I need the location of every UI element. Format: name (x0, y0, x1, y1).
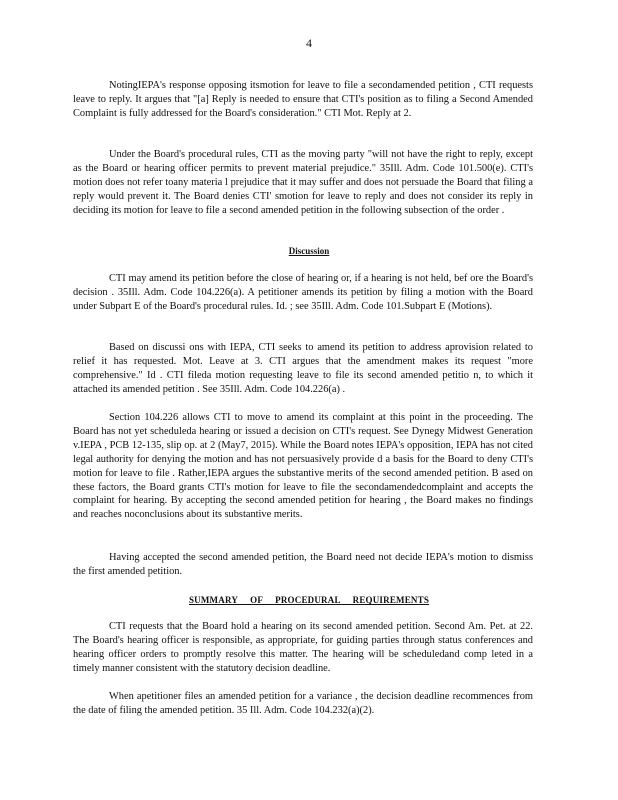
paragraph-text: Under the Board's procedural rules, CTI as the moving party "will not have the right to reply, except as the Board or hearing officer permits to prevent material prejudice." 35Ill. Adm. Code 101.500(e). CTI's motion does not refer toany materia l prejudice that it may suffer and does not persuade the Board that filing a reply would prevent it. The Board denies CTI' smotion for leave to reply and does not consider its reply in deciding its motion for leave to file a second amended petition in the following subsection of the order . (73, 149, 533, 216)
paragraph-reply-request (73, 79, 533, 121)
paragraph-decision-deadline (73, 690, 533, 718)
paragraph-section-104-226 (73, 411, 533, 522)
paragraph-having-accepted (73, 551, 533, 579)
paragraph-text: Having accepted the second amended petition, the Board need not decide IEPA's motion to dismiss the first amended petition. (73, 552, 533, 577)
paragraph-text: CTI requests that the Board hold a hearing on its second amended petition. Second Am. Pet. at 22. The Board's hearing officer is responsible, as appropriate, for guiding parties through status conferences and hearing officer orders to promptly resolve this matter. The hearing will be scheduledand comp leted in a timely manner consistent with the statutory decision deadline. (73, 621, 533, 674)
paragraph-procedural-rules (73, 148, 533, 218)
paragraph-based-on-discussions (73, 341, 533, 397)
heading-summary-procedural-requirements: SUMMARY OF PROCEDURAL REQUIREMENTS (188, 595, 430, 605)
paragraph-amend-petition (73, 272, 533, 314)
paragraph-hearing-request (73, 620, 533, 676)
paragraph-text: CTI may amend its petition before the close of hearing or, if a hearing is not held, bef ore the Board's decision . 35Ill. Adm. Code 104.226(a). A petitioner amends its petition by filing a motion with the Board under Subpart E of the Board's procedural rules. Id. ; see 35Ill. Adm. Code 101.Subpart E (Motions). (73, 273, 533, 312)
paragraph-text: Based on discussi ons with IEPA, CTI seeks to amend its petition to address aprovision related to relief it has requested. Mot. Leave at 3. CTI argues that the amendment makes its request "more comprehensive." Id . CTI fileda motion requesting leave to file its second amended petitio n, to which it attached its amended petition . See 35Ill. Adm. Code 104.226(a) . (73, 342, 533, 395)
paragraph-text: Section 104.226 allows CTI to move to amend its complaint at this point in the proceeding. The Board has not yet scheduleda hearing or issued a decision on CTI's request. See Dynegy Midwest Generation v.IEPA , PCB 12-135, slip op. at 2 (May7, 2015). While the Board notes IEPA's opposition, IEPA has not cited legal authority for denying the motion and has not persuasively provide d a basis for the Board to deny CTI's motion for leave to file . Rather,IEPA argues the substantive merits of the second amended petition. B ased on these factors, the Board grants CTI's motion for leave to file the secondamendedcomplaint and accepts the complaint for hearing. By accepting the second amended petition for hearing , the Board makes no findings and reaches noconclusions about its substantive merits. (73, 412, 533, 521)
page-number: 4 (306, 36, 312, 50)
paragraph-text: NotingIEPA's response opposing itsmotion for leave to file a secondamended petition , CTI requests leave to reply. It argues that "[a] Reply is needed to ensure that CTI's position as to filing a Second Amended Complaint is fully addressed for the Board's consideration." CTI Mot. Reply at 2. (73, 80, 533, 119)
heading-discussion: Discussion (288, 246, 330, 256)
paragraph-text: When apetitioner files an amended petition for a variance , the decision deadline recommences from the date of filing the amended petition. 35 Ill. Adm. Code 104.232(a)(2). (73, 691, 533, 716)
